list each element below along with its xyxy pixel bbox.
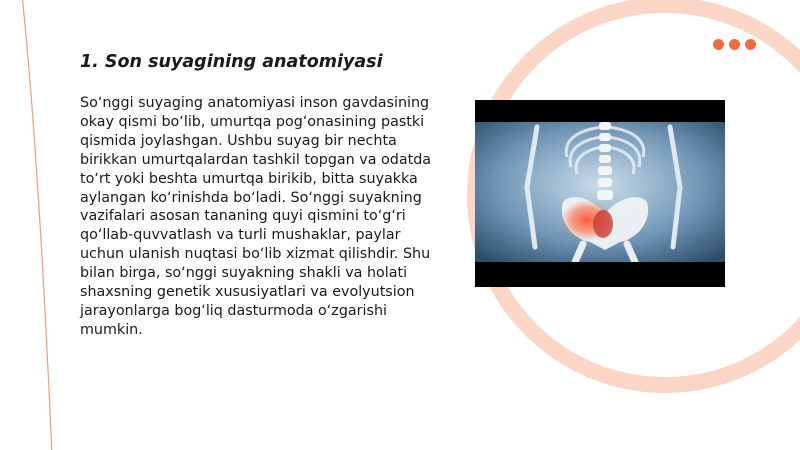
slide-title: 1. Son suyagining anatomiyasi bbox=[80, 52, 383, 72]
slide-body-text: So‘nggi suyaging anatomiyasi inson gavdasining okay qismi bo‘lib, umurtqa pog‘onasining pastki qismida joylashgan. Ushbu suyag bir nechta birikkan umurtqalardan tashkil topgan va odatda to‘rt yoki beshta umurtqa birikib, bitta suyakka aylangan ko‘rinishda bo‘ladi. So‘nggi suyakning vazifalari asosan tananing quyi qismini to‘g‘ri qo‘llab-quvvatlash va turli mushaklar, paylar uchun ulanish nuqtasi bo‘lib xizmat qilishdir. Shu bilan birga, so‘nggi suyakning shakli va holati shaxsning genetik xususiyatlari va evolyutsion jarayonlarga bog‘liq dasturmoda o‘zgarishi mumkin. bbox=[80, 95, 432, 338]
menu-dots-icon bbox=[713, 39, 756, 50]
skeleton-image bbox=[475, 100, 725, 287]
skeleton-pelvis-icon bbox=[475, 122, 725, 262]
